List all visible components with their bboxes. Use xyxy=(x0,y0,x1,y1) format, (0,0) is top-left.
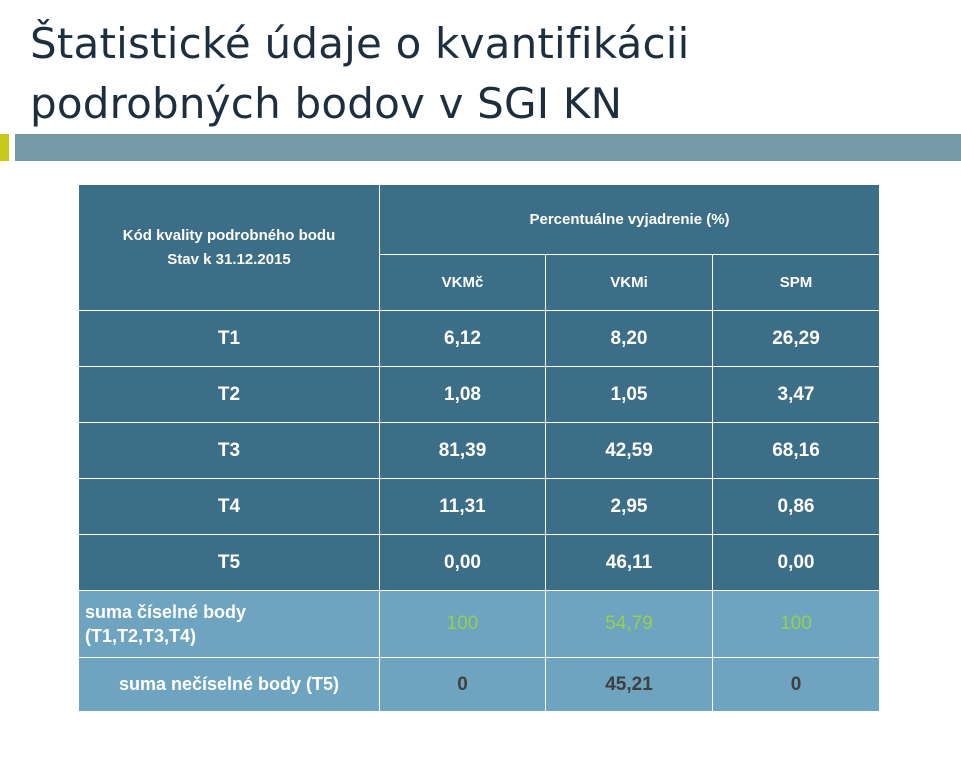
summary-label-line2: (T1,T2,T3,T4) xyxy=(85,626,197,646)
summary-value: 0 xyxy=(713,658,880,712)
summary-value: 100 xyxy=(380,591,546,658)
column-header-vkmc: VKMč xyxy=(380,255,546,311)
header-row-label-line2: Stav k 31.12.2015 xyxy=(167,250,291,268)
summary-value: 0 xyxy=(380,658,546,712)
cell-value: 1,05 xyxy=(546,367,713,423)
table-row xyxy=(79,367,880,423)
cell-value: 3,47 xyxy=(713,367,880,423)
column-header-spm: SPM xyxy=(713,255,880,311)
cell-value: 1,08 xyxy=(380,367,546,423)
accent-divider-bar xyxy=(15,134,961,161)
cell-value: 26,29 xyxy=(713,311,880,367)
statistics-table xyxy=(78,184,880,712)
slide-title: Štatistické údaje o kvantifikácii podrobných bodov v SGI KN xyxy=(30,19,690,128)
table-row xyxy=(79,311,880,367)
summary-value: 54,79 xyxy=(546,591,713,658)
cell-value: 2,95 xyxy=(546,479,713,535)
cell-value: 8,20 xyxy=(546,311,713,367)
summary-label-non-numeric: suma nečíselné body (T5) xyxy=(79,658,380,712)
row-label: T5 xyxy=(79,535,380,591)
header-row-label-line1: Kód kvality podrobného bodu xyxy=(122,226,336,244)
table-row xyxy=(79,423,880,479)
row-label: T1 xyxy=(79,311,380,367)
table-row xyxy=(79,535,880,591)
cell-value: 6,12 xyxy=(380,311,546,367)
cell-value: 0,00 xyxy=(380,535,546,591)
summary-value: 100 xyxy=(713,591,880,658)
row-label: T3 xyxy=(79,423,380,479)
cell-value: 42,59 xyxy=(546,423,713,479)
summary-label-numeric xyxy=(79,591,380,658)
row-label: T4 xyxy=(79,479,380,535)
header-row-label xyxy=(79,185,380,311)
cell-value: 0,86 xyxy=(713,479,880,535)
cell-value: 0,00 xyxy=(713,535,880,591)
cell-value: 11,31 xyxy=(380,479,546,535)
summary-row-numeric xyxy=(79,591,880,658)
table-row xyxy=(79,479,880,535)
cell-value: 46,11 xyxy=(546,535,713,591)
accent-yellow-block xyxy=(0,134,9,161)
row-label: T2 xyxy=(79,367,380,423)
summary-label-line1: suma číselné body xyxy=(85,602,247,622)
column-header-vkmi: VKMi xyxy=(546,255,713,311)
table-header-row xyxy=(79,185,880,255)
header-group-label: Percentuálne vyjadrenie (%) xyxy=(380,185,880,255)
cell-value: 81,39 xyxy=(380,423,546,479)
summary-value: 45,21 xyxy=(546,658,713,712)
summary-row-non-numeric xyxy=(79,658,880,712)
cell-value: 68,16 xyxy=(713,423,880,479)
